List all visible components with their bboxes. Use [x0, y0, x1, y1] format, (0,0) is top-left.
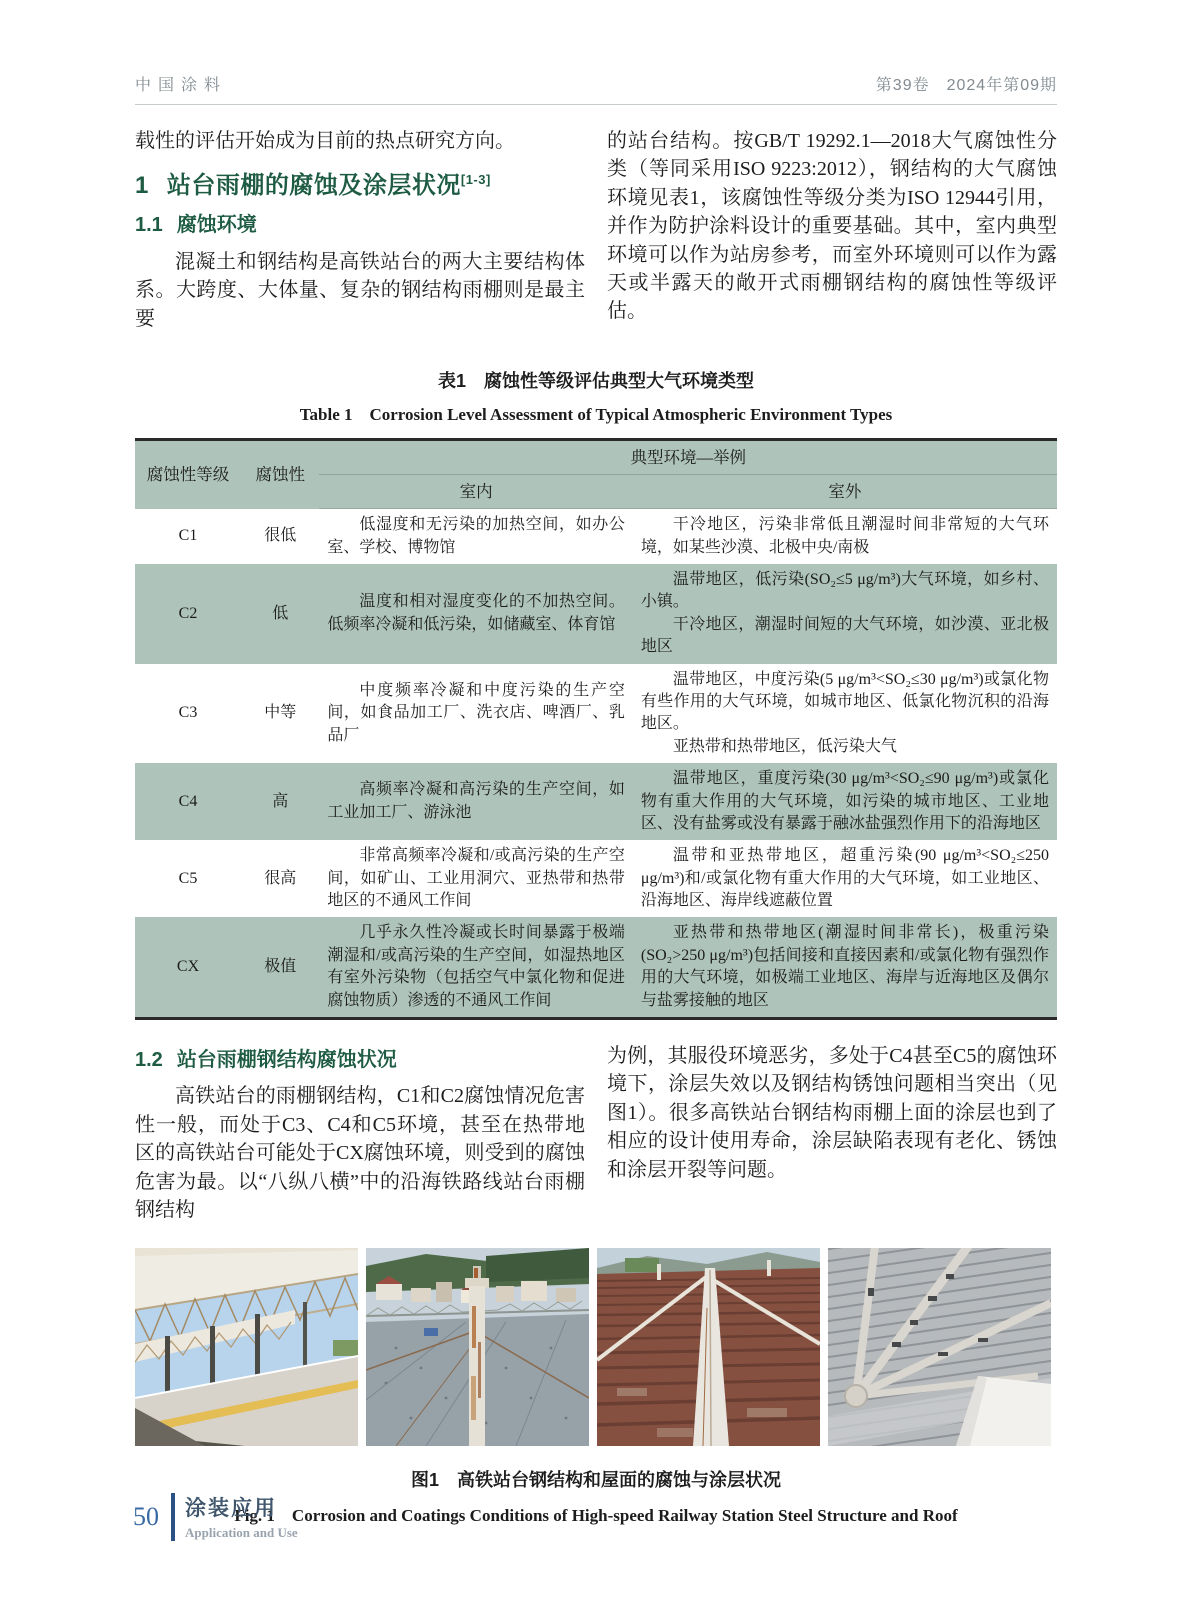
table-1-block [135, 367, 1057, 1020]
cell-outdoor-environment: 亚热带和热带地区(潮湿时间非常长)，极重污染(SO₂>250 μg/m³)包括间接和直接因素和/或氯化物有强烈作用的大气环境，如极端工业地区、海岸与近海地区及偶尔与盐雾接触的地区 [633, 917, 1057, 1018]
header-corrosivity: 腐蚀性 [241, 440, 319, 509]
section-1-2-right-paragraph: 为例，其服役环境恶劣，多处于C4甚至C5的腐蚀环境下，涂层失效以及钢结构锈蚀问题相当突出（见图1）。很多高铁站台钢结构雨棚上面的涂层也到了相应的设计使用寿命，涂层缺陷表现有老化、锈蚀和涂层开裂等问题。 [607, 1045, 1057, 1181]
cell-corrosivity: 高 [241, 763, 319, 840]
cell-indoor-environment: 高频率冷凝和高污染的生产空间，如工业加工厂、游泳池 [319, 763, 632, 840]
photo-rusted-roof-column [366, 1248, 589, 1446]
header-outdoor: 室外 [633, 475, 1057, 509]
section-1-1-number: 1.1 [135, 214, 163, 237]
page-number: 50 [133, 1501, 159, 1531]
intro-right-paragraph: 的站台结构。按GB/T 19292.1—2018大气腐蚀性分类（等同采用ISO 9223:2012），钢结构的大气腐蚀环境见表1，该腐蚀性等级分类为ISO 12944引用，并作为防护涂料设计的重要基础。其中，室内典型环境可以作为站房参考，而室外环境则可以作为露天或半露天的敞开式雨棚钢结构的腐蚀性等级评估。 [607, 130, 1057, 323]
corroded-red-roof-image [597, 1248, 820, 1446]
header-indoor: 室内 [319, 475, 632, 509]
footer-column-title [185, 1492, 298, 1541]
cell-indoor-environment: 非常高频率冷凝和/或高污染的生产空间，如矿山、工业用洞穴、亚热带和热带地区的不通风工作间 [327, 847, 625, 910]
section-1-title: 站台雨棚的腐蚀及涂层状况 [166, 172, 461, 200]
running-head [135, 72, 1057, 105]
section-1-reference: [1-3] [460, 172, 491, 188]
section-1-2-number: 1.2 [135, 1049, 163, 1072]
photo-corroded-red-roof [597, 1248, 820, 1446]
table-row [135, 840, 1057, 917]
cell-corrosion-level: CX [135, 917, 241, 1018]
header-corrosion-level: 腐蚀性等级 [135, 440, 241, 509]
cell-corrosivity: 极值 [241, 917, 319, 1018]
cell-corrosivity: 中等 [264, 704, 297, 722]
journal-name: 中国涂料 [135, 77, 228, 94]
table-row [135, 509, 1057, 564]
cell-corrosivity: 很高 [264, 869, 297, 887]
corrosion-table [135, 438, 1057, 1020]
table-row [135, 917, 1057, 1018]
section-1-2-columns [135, 1042, 1057, 1224]
cell-corrosivity: 很低 [264, 527, 297, 545]
table-title-en: Table 1 Corrosion Level Assessment of Typical Atmospheric Environment Types [299, 405, 893, 425]
figure-1-photos [135, 1248, 1057, 1446]
photo-peeling-ceiling [828, 1248, 1051, 1446]
cell-corrosion-level: C1 [178, 527, 198, 545]
section-1-2-heading [135, 1046, 585, 1074]
section-1-heading [135, 169, 585, 203]
table-row [135, 763, 1057, 840]
section-1-2-title: 站台雨棚钢结构腐蚀状况 [176, 1049, 397, 1072]
cell-corrosivity: 低 [241, 564, 319, 664]
figure-caption-zh: 图1 高铁站台钢结构和屋面的腐蚀与涂层状况 [410, 1470, 781, 1491]
section-1-1-heading [135, 211, 585, 239]
cell-outdoor-environment: 温带和亚热带地区，超重污染(90 μg/m³<SO₂≤250 μg/m³)和/或氯化物有重大作用的大气环境，如工业地区、沿海地区、海岸线遮蔽位置 [640, 847, 1049, 910]
intro-right-column [607, 127, 1057, 333]
cell-indoor-environment: 温度和相对湿度变化的不加热空间。低频率冷凝和低污染，如储藏室、体育馆 [319, 564, 632, 664]
table-body [135, 509, 1057, 1019]
section-1-2-right-column [607, 1042, 1057, 1224]
cell-indoor-environment: 中度频率冷凝和中度污染的生产空间，如食品加工厂、洗衣店、啤酒厂、乳品厂 [327, 681, 625, 744]
cell-corrosion-level: C5 [178, 869, 198, 887]
section-1-2-left-paragraph: 高铁站台的雨棚钢结构，C1和C2腐蚀情况危害性一般，而处于C3、C4和C5环境，甚至在热带地区的高铁站台可能处于CX腐蚀环境，则受到的腐蚀危害为最。以“八纵八横”中的沿海铁路线站台雨棚钢结构 [135, 1085, 585, 1221]
intro-left-column [135, 127, 585, 333]
page-content [135, 0, 1057, 1526]
table-row [135, 664, 1057, 764]
carryover-paragraph: 载性的评估开始成为目前的热点研究方向。 [135, 130, 515, 152]
photo-station-platform-canopy [135, 1248, 358, 1446]
footer-column-zh: 涂装应用 [185, 1497, 277, 1520]
cell-outdoor-environment: 温带地区，低污染(SO₂≤5 μg/m³)大气环境，如乡村、小镇。 干冷地区，潮湿时间短的大气环境，如沙漠、亚北极地区 [633, 564, 1057, 664]
figure-caption-en: Fig. 1 Corrosion and Coatings Conditions of High-speed Railway Station Steel Structure and Roof [234, 1506, 958, 1526]
cell-indoor-environment: 几乎永久性冷凝或长时间暴露于极端潮湿和/或高污染的生产空间，如湿热地区有室外污染物（包括空气中氯化物和促进腐蚀物质）渗透的不通风工作间 [319, 917, 632, 1018]
intro-left-paragraph: 混凝土和钢结构是高铁站台的两大主要结构体系。大跨度、大体量、复杂的钢结构雨棚则是最主要 [135, 250, 585, 330]
station-platform-canopy-image [135, 1248, 358, 1446]
table-row [135, 564, 1057, 664]
page-footer [133, 1492, 298, 1541]
section-1-1-title: 腐蚀环境 [176, 214, 257, 237]
cell-indoor-environment: 低湿度和无污染的加热空间，如办公室、学校、博物馆 [327, 516, 625, 556]
section-1-number: 1 [135, 172, 149, 200]
table-title-zh: 表1 腐蚀性等级评估典型大气环境类型 [437, 371, 754, 392]
cell-outdoor-environment: 干冷地区，污染非常低且潮湿时间非常短的大气环境，如某些沙漠、北极中央/南极 [640, 516, 1049, 556]
cell-outdoor-environment: 温带地区，中度污染(5 μg/m³<SO₂≤30 μg/m³)或氯化物有些作用的大气环境，如城市地区、低氯化物沉积的沿海地区。 亚热带和热带地区，低污染大气 [640, 670, 1049, 755]
cell-outdoor-environment: 温带地区，重度污染(30 μg/m³<SO₂≤90 μg/m³)或氯化物有重大作用的大气环境，如污染的城市地区、工业地区、没有盐雾或没有暴露于融冰盐强烈作用下的沿海地区 [633, 763, 1057, 840]
cell-corrosion-level: C4 [135, 763, 241, 840]
header-environment-group: 典型环境—举例 [319, 440, 1057, 475]
section-1-2-left-column [135, 1042, 585, 1224]
cell-corrosion-level: C3 [178, 704, 198, 722]
cell-corrosion-level: C2 [135, 564, 241, 664]
rusted-roof-column-image [366, 1248, 589, 1446]
peeling-ceiling-image [828, 1248, 1051, 1446]
footer-divider-bar [171, 1493, 175, 1541]
table-header [135, 440, 1057, 509]
intro-columns [135, 127, 1057, 333]
issue-info: 第39卷 2024年第09期 [875, 77, 1057, 94]
footer-column-en: Application and Use [185, 1525, 298, 1540]
